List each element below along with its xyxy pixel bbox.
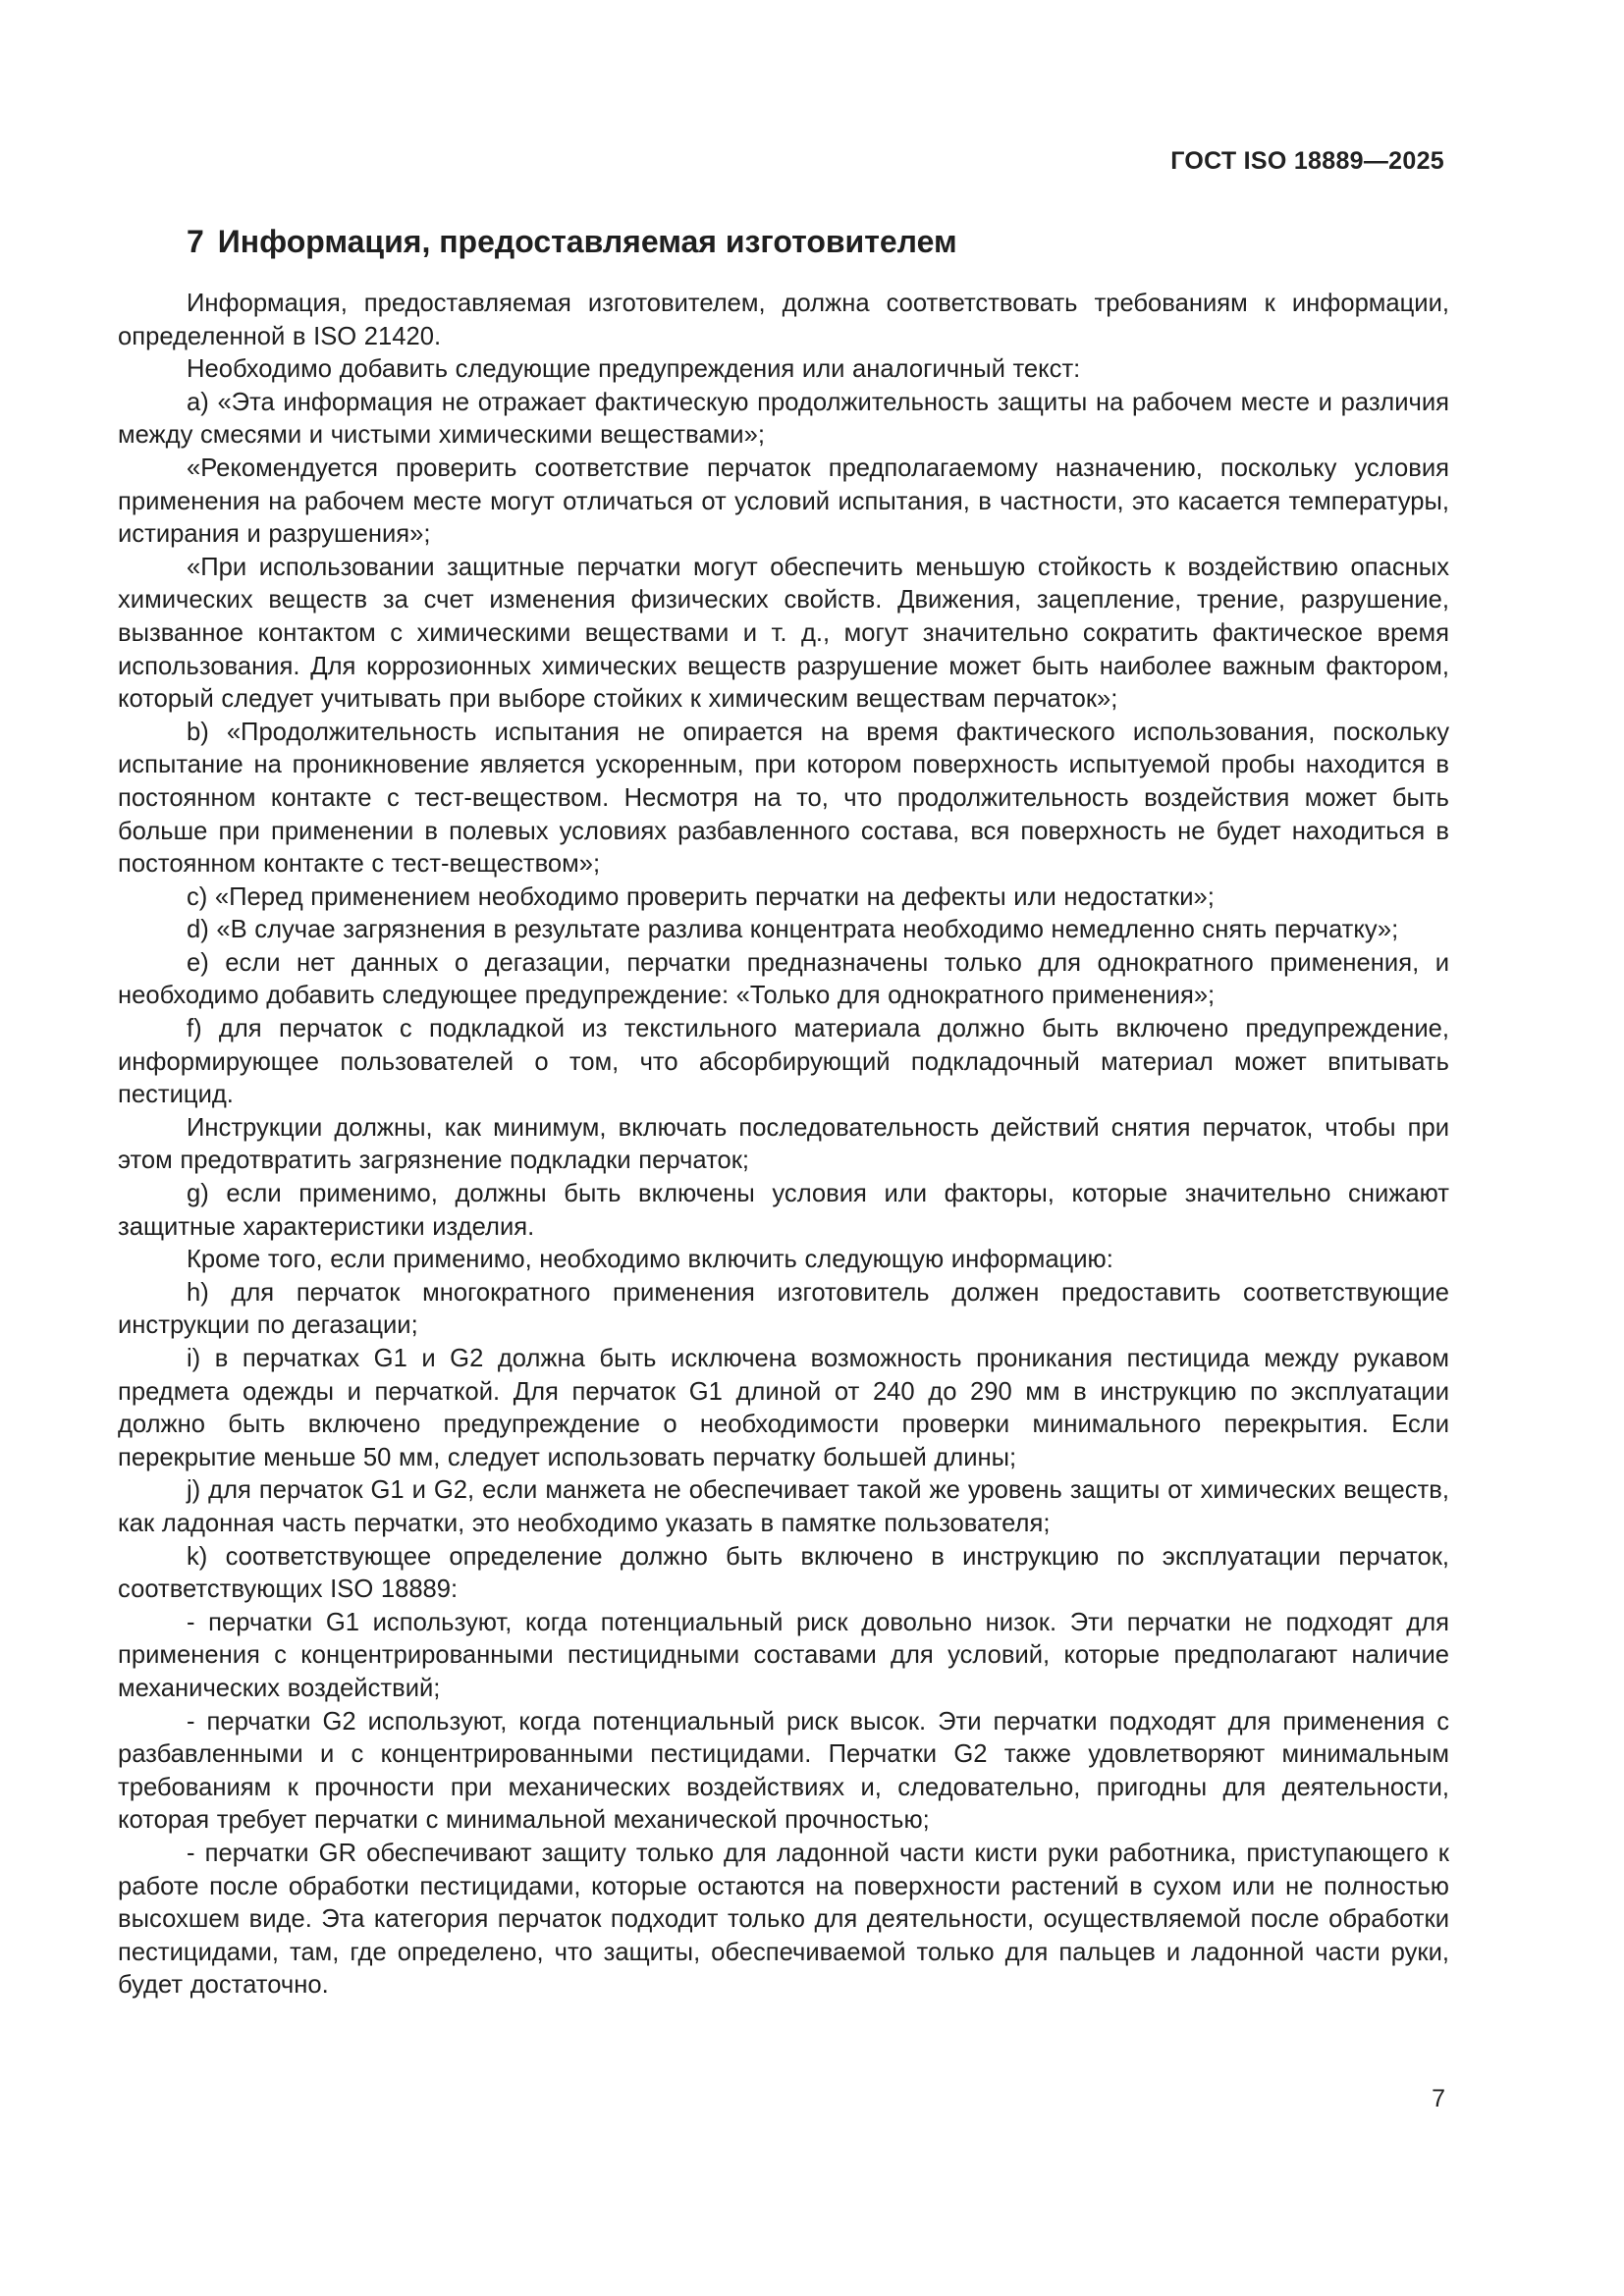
dash-item: - перчатки GR обеспечивают защиту только для ладонной части кисти руки работника, приступающего к работе после обработки пестицидами, которые остаются на поверхности растений в сухом или не полностью высохшем виде. Эта категория перчаток подходит только для деятельности, осуществляемой после обработки пестицидами, там, где определено, что защиты, обеспечиваемой только для пальцев и ладонной части руки, будет достаточно. (118, 1839, 1449, 2000)
list-item: e) если нет данных о дегазации, перчатки предназначены только для однократного применения, и необходимо добавить следующее предупреждение: «Только для однократного применения»; (118, 948, 1449, 1010)
section-heading (187, 224, 957, 260)
list-item: h) для перчаток многократного применения изготовитель должен предоставить соответствующие инструкции по дегазации; (118, 1278, 1449, 1340)
dash-item: - перчатки G1 используют, когда потенциальный риск довольно низок. Эти перчатки не подходят для применения с концентрированными пестицидными составами для условий, которые предполагают наличие механических воздействий; (118, 1608, 1449, 1702)
paragraph: Необходимо добавить следующие предупреждения или аналогичный текст: (187, 355, 1081, 384)
paragraph: Инструкции должны, как минимум, включать последовательность действий снятия перчаток, чтобы при этом предотвратить загрязнение подкладки перчаток; (118, 1113, 1449, 1175)
list-item: k) соответствующее определение должно быть включено в инструкцию по эксплуатации перчаток, соответствующих ISO 18889: (118, 1542, 1449, 1604)
section-title: Информация, предоставляемая изготовителем (217, 224, 957, 259)
list-item: j) для перчаток G1 и G2, если манжета не обеспечивает такой же уровень защиты от химических веществ, как ладонная часть перчатки, это необходимо указать в памятке пользователя; (118, 1476, 1449, 1537)
section-number: 7 (187, 224, 204, 259)
document-header: ГОСТ ISO 18889—2025 (1170, 147, 1444, 175)
list-item: b) «Продолжительность испытания не опирается на время фактического использования, поскольку испытание на проникновение является ускоренным, при котором поверхность испытуемой пробы находится в постоянном контакте с тест-веществом. Несмотря на то, что продолжительность воздействия может быть больше при применении в полевых условиях разбавленного состава, вся поверхность не будет находиться в постоянном контакте с тест-веществом»; (118, 718, 1449, 879)
dash-item: - перчатки G2 используют, когда потенциальный риск высок. Эти перчатки подходят для применения с разбавленными и с концентрированными пестицидами. Перчатки G2 также удовлетворяют минимальным требованиям к прочности при механических воздействиях и, следовательно, пригодны для деятельности, которая требует перчатки с минимальной механической прочностью; (118, 1707, 1449, 1835)
list-item: a) «Эта информация не отражает фактическую продолжительность защиты на рабочем месте и различия между смесями и чистыми химическими веществами»; (118, 388, 1449, 450)
paragraph: «При использовании защитные перчатки могут обеспечить меньшую стойкость к воздействию опасных химических веществ за счет изменения физических свойств. Движения, зацепление, трение, разрушение, вызванное контактом с химическими веществами и т. д., могут значительно сократить фактическое время использования. Для коррозионных химических веществ разрушение может быть наиболее важным фактором, который следует учитывать при выборе стойких к химическим веществам перчаток»; (118, 553, 1449, 714)
paragraph: Информация, предоставляемая изготовителем, должна соответствовать требованиям к информации, определенной в ISO 21420. (118, 290, 1449, 350)
list-item: f) для перчаток с подкладкой из текстильного материала должно быть включено предупреждение, информирующее пользователей о том, что абсорбирующий подкладочный материал может впитывать пестицид. (118, 1015, 1449, 1109)
list-item: d) «В случае загрязнения в результате разлива концентрата необходимо немедленно снять перчатку»; (187, 916, 1399, 944)
paragraph: «Рекомендуется проверить соответствие перчаток предполагаемому назначению, поскольку условия применения на рабочем месте могут отличаться от условий испытания, в частности, это касается температуры, истирания и разрушения»; (118, 454, 1449, 549)
list-item: c) «Перед применением необходимо проверить перчатки на дефекты или недостатки»; (187, 882, 1215, 911)
list-item: i) в перчатках G1 и G2 должна быть исключена возможность проникания пестицида между рукавом предмета одежды и перчаткой. Для перчаток G1 длиной от 240 до 290 мм в инструкцию по эксплуатации должно быть включено предупреждение о необходимости проверки минимального перекрытия. Если перекрытие меньше 50 мм, следует использовать перчатку большей длины; (118, 1345, 1449, 1471)
page-number: 7 (1432, 2085, 1445, 2112)
section-body (118, 288, 1449, 2002)
list-item: g) если применимо, должны быть включены условия или факторы, которые значительно снижают защитные характеристики изделия. (118, 1180, 1449, 1241)
paragraph: Кроме того, если применимо, необходимо включить следующую информацию: (187, 1246, 1113, 1274)
